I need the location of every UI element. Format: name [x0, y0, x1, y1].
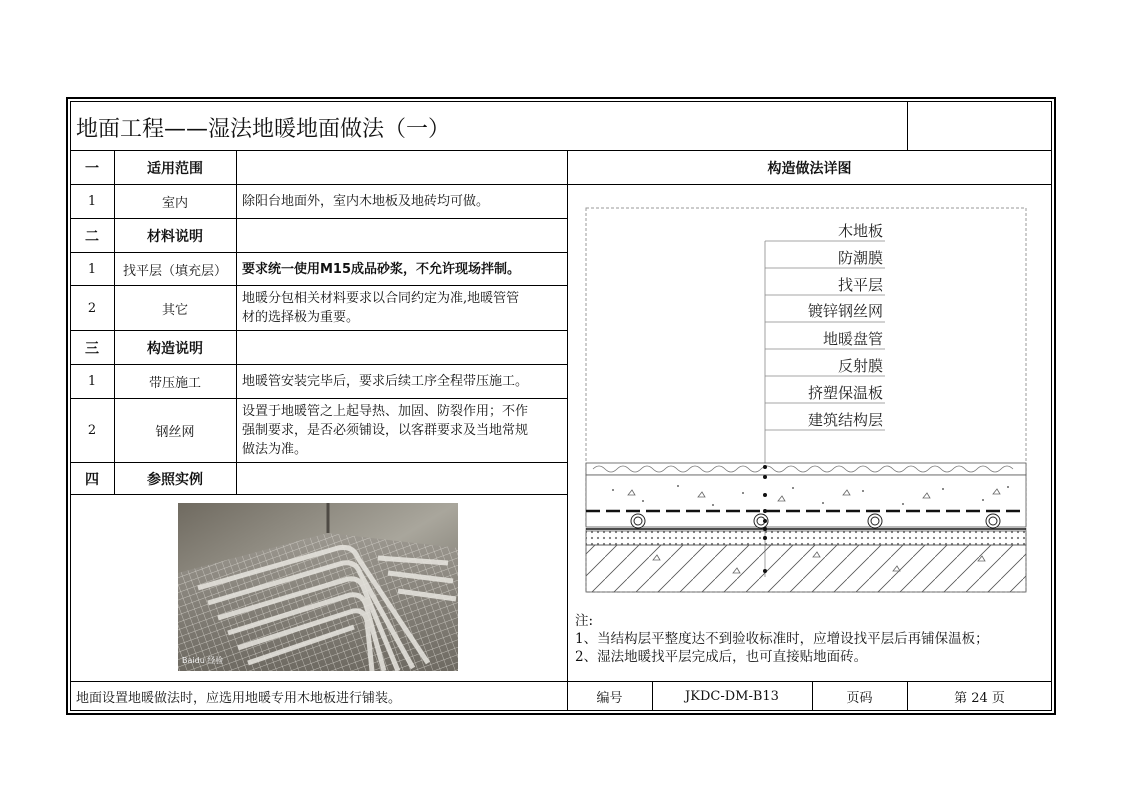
layer-label-wood: 木地板: [837, 222, 883, 240]
note-2: 2、湿法地暖找平层完成后，也可直接贴地面砖。: [575, 649, 868, 665]
row-5-desc-line-3: 做法为准。: [242, 442, 308, 457]
row-4-number: 1: [87, 374, 97, 389]
row-2-desc: 要求统一使用M15成品砂浆，不允许现场拌制。: [242, 261, 521, 277]
layer-label-xps-board: 挤塑保温板: [807, 384, 883, 402]
notes-title: 注:: [575, 613, 594, 629]
page-title: 地面工程——湿法地暖地面做法（一）: [76, 116, 451, 142]
row-3-desc-line-2: 材的选择极为重要。: [242, 310, 360, 325]
section-1-number: 一: [85, 160, 99, 177]
layer-label-reflective-film: 反射膜: [837, 357, 883, 375]
footer-page-label: 页码: [846, 691, 873, 706]
footer-remark: 地面设置地暖做法时，应选用地暖专用木地板进行铺装。: [76, 691, 402, 706]
row-5-desc-line-1: 设置于地暖管之上起导热、加固、防裂作用；不作: [242, 404, 529, 419]
row-4-name: 带压施工: [148, 376, 201, 391]
row-5-desc: [236, 399, 567, 462]
section-4-number: 四: [85, 471, 99, 488]
row-3-number: 2: [87, 300, 97, 316]
row-5-desc-line-2: 强制要求，是否必须铺设，以客群要求及当地常规: [242, 423, 529, 438]
row-5-name: 钢丝网: [155, 425, 195, 440]
photo-watermark: Baidu 经验: [182, 656, 224, 665]
section-2-number: 二: [85, 228, 99, 245]
layer-label-screed: 找平层: [837, 276, 883, 294]
row-3-desc: [236, 286, 567, 330]
detail-header: 构造做法详图: [767, 160, 852, 177]
row-2-name: 找平层（填充层）: [122, 263, 227, 279]
row-2-number: 1: [87, 261, 97, 277]
layer-label-structure: 建筑结构层: [807, 411, 883, 429]
footer-code-label: 编号: [596, 691, 623, 706]
section-3-label: 构造说明: [147, 340, 203, 357]
layer-label-heating-pipe: 地暖盘管: [822, 330, 883, 348]
layer-label-wire-mesh: 镀锌钢丝网: [807, 302, 883, 320]
footer-page-value: 第 24 页: [954, 691, 1005, 706]
row-3-name: 其它: [161, 302, 188, 318]
note-1: 1、当结构层平整度达不到验收标准时，应增设找平层后再铺保温板；: [575, 631, 989, 647]
row-5-number: 2: [87, 423, 97, 438]
section-2-label: 材料说明: [147, 228, 203, 245]
section-4-label: 参照实例: [147, 471, 203, 488]
footer-code-value: JKDC-DM-B13: [685, 689, 779, 704]
row-3-desc-line-1: 地暖分包相关材料要求以合同约定为准,地暖管管: [242, 291, 520, 306]
row-4-desc: 地暖管安装完毕后，要求后续工序全程带压施工。: [242, 374, 529, 389]
reference-photo: [178, 503, 458, 671]
row-1-desc: 除阳台地面外，室内木地板及地砖均可做。: [242, 194, 490, 209]
section-3-number: 三: [85, 340, 99, 357]
detail-notes: [575, 612, 989, 666]
section-1-label: 适用范围: [147, 160, 203, 177]
construction-detail-diagram: [583, 205, 1031, 600]
row-1-number: 1: [87, 194, 97, 209]
row-1-name: 室内: [161, 196, 188, 211]
layer-label-moisture-film: 防潮膜: [837, 249, 883, 267]
